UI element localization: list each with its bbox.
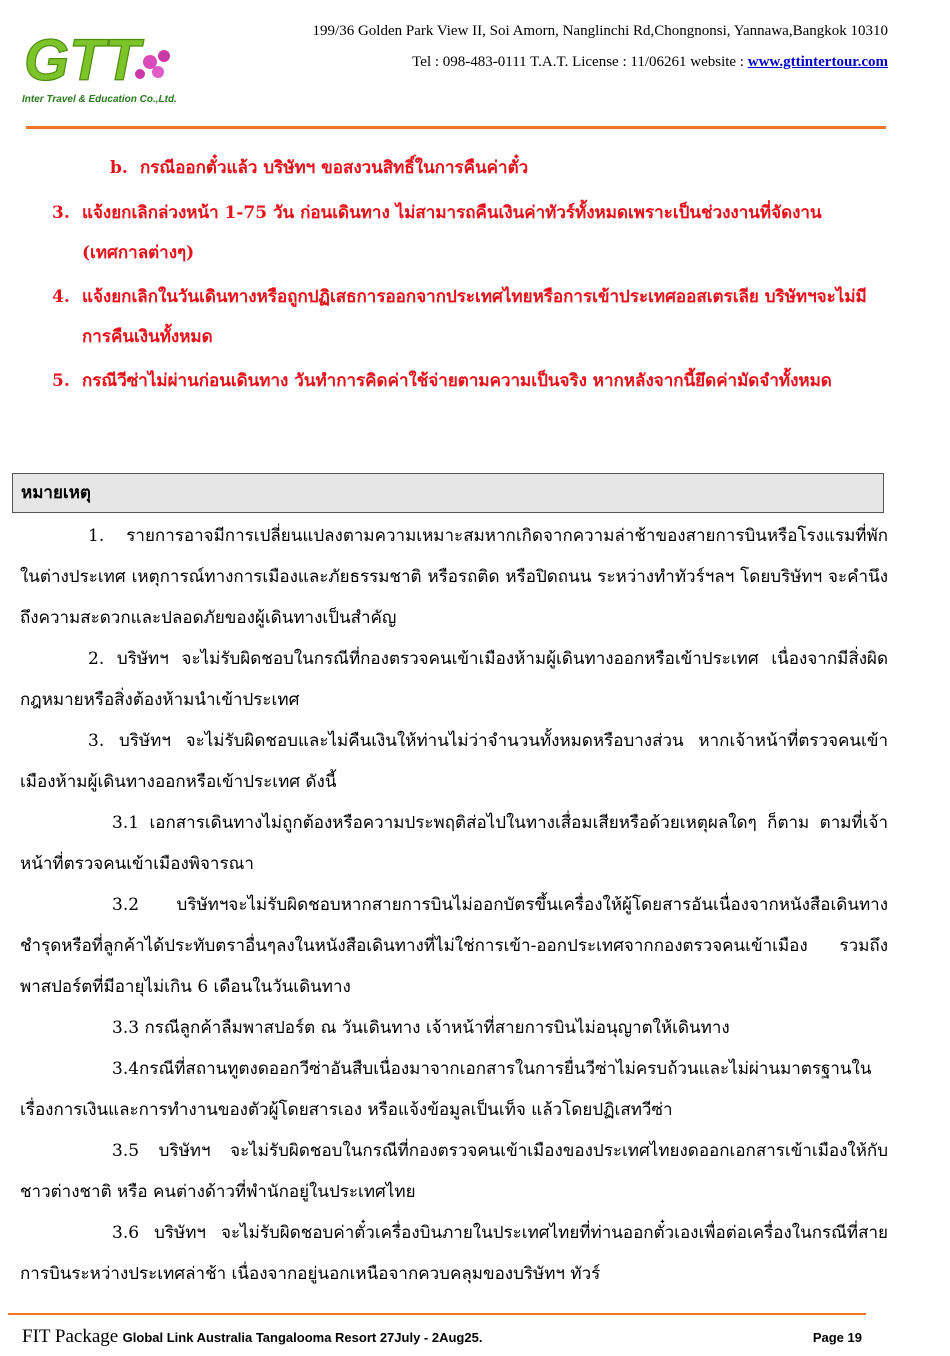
condition-number: b. <box>110 158 128 178</box>
remark-paragraph: 3. บริษัทฯ จะไม่รับผิดชอบและไม่คืนเงินให้ท่านไม่ว่าจำนวนทั้งหมดหรือบางส่วน หากเจ้าหน้าที่ตรวจคนเข้าเมืองห้ามผู้เดินทางออกหรือเข้าประเทศ ดังนี้ <box>20 731 888 792</box>
condition-number: 3. <box>52 203 70 223</box>
remark-paragraph: 3.5 บริษัทฯ จะไม่รับผิดชอบในกรณีที่กองตรวจคนเข้าเมืองของประเทศไทยงดออกเอกสารเข้าเมืองให้กับชาวต่างชาติ หรือ คนต่างด้าวที่พำนักอยู่ในประเทศไทย <box>20 1141 888 1202</box>
company-logo <box>18 14 178 114</box>
condition-number: 5. <box>52 371 70 391</box>
website-link[interactable]: www.gttintertour.com <box>747 54 888 70</box>
remark-paragraph: 3.4กรณีที่สถานทูตงดออกวีซ่าอันสืบเนื่องมาจากเอกสารในการยื่นวีซ่าไม่ครบถ้วนและไม่ผ่านมาตรฐานในเรื่องการเงินและการทำงานของตัวผู้โดยสารเอง หรือแจ้งข้อมูลเป็นเท็จ แล้วโดยปฏิเสทวีซ่า <box>20 1059 872 1120</box>
condition-text: กรณีวีซ่าไม่ผ่านก่อนเดินทาง วันทำการคิดค่าใช้จ่ายตามความเป็นจริง หากหลังจากนี้ยึดค่ามัดจำทั้งหมด <box>82 371 832 391</box>
footer-tour-title: Global Link Australia Tangalooma Resort 27July - 2Aug25. <box>122 1330 483 1345</box>
condition-3 <box>52 193 890 273</box>
remarks-body <box>20 516 888 1295</box>
company-contact <box>313 47 888 78</box>
condition-text: กรณีออกตั๋วแล้ว บริษัทฯ ขอสงวนสิทธิ์ในการคืนค่าตั๋ว <box>140 158 529 178</box>
company-address-block <box>313 16 888 78</box>
company-address: 199/36 Golden Park View II, Soi Amorn, Nanglinchi Rd,Chongnonsi, Yannawa,Bangkok 10310 <box>312 23 888 39</box>
remarks-heading: หมายเหตุ <box>12 473 884 513</box>
condition-5 <box>52 361 890 401</box>
logo-text: GTT <box>24 28 140 93</box>
remark-paragraph: 1. รายการอาจมีการเปลี่ยนแปลงตามความเหมาะสมหากเกิดจากความล่าช้าของสายการบินหรือโรงแรมที่พักในต่างประเทศ เหตุการณ์ทางการเมืองและภัยธรรมชาติ หรือรถติด หรือปิดถนน ระหว่างทำทัวร์ฯลฯ โดยบริษัทฯ จะคำนึงถึงความสะดวกและปลอดภัยของผู้เดินทางเป็นสำคัญ <box>20 526 888 628</box>
remark-paragraph: 3.6 บริษัทฯ จะไม่รับผิดชอบค่าตั๋วเครื่องบินภายในประเทศไทยที่ท่านออกตั๋วเองเพื่อต่อเครื่องในกรณีที่สายการบินระหว่างประเทศล่าช้า เนื่องจากอยู่นอกเหนือจากควบคลุมของบริษัทฯ ทัวร์ <box>20 1223 888 1284</box>
remark-paragraph: 3.1 เอกสารเดินทางไม่ถูกต้องหรือความประพฤติส่อไปในทางเสื่อมเสียหรือด้วยเหตุผลใดๆ ก็ตาม ตามที่เจ้าหน้าที่ตรวจคนเข้าเมืองพิจารณา <box>20 813 888 874</box>
remark-paragraph: 3.2 บริษัทฯจะไม่รับผิดชอบหากสายการบินไม่ออกบัตรขึ้นเครื่องให้ผู้โดยสารอันเนื่องจากหนังสือเดินทางชำรุดหรือที่ลูกค้าได้ประทับตราอื่นๆลงในหนังสือเดินทางที่ไม่ใช่การเข้า-ออกประเทศจากกองตรวจคนเข้าเมือง รวมถึงพาสปอร์ตที่มีอายุไม่เกิน 6 เดือนในวันเดินทาง <box>20 895 888 997</box>
remark-paragraph: 2. บริษัทฯ จะไม่รับผิดชอบในกรณีที่กองตรวจคนเข้าเมืองห้ามผู้เดินทางออกหรือเข้าประเทศ เนื่องจากมีสิ่งผิดกฎหมายหรือสิ่งต้องห้ามนำเข้าประเทศ <box>20 649 888 710</box>
logo-subtitle: Inter Travel & Education Co.,Ltd. <box>22 94 177 105</box>
contact-info: Tel : 098-483-0111 T.A.T. License : 11/06261 website : <box>412 54 748 70</box>
condition-text: แจ้งยกเลิกล่วงหน้า 1-75 วัน ก่อนเดินทาง ไม่สามารถคืนเงินค่าทัวร์ทั้งหมดเพราะเป็นช่วงงานที่จัดงาน (เทศกาลต่างๆ) <box>82 203 822 263</box>
footer-package-type: FIT Package <box>22 1326 119 1347</box>
remark-paragraph: 3.3 กรณีลูกค้าลืมพาสปอร์ต ณ วันเดินทาง เจ้าหน้าที่สายการบินไม่อนุญาตให้เดินทาง <box>112 1018 730 1038</box>
condition-text: แจ้งยกเลิกในวันเดินทางหรือถูกปฏิเสธการออกจากประเทศไทยหรือการเข้าประเทศออสเตรเลีย บริษัทฯจะไม่มีการคืนเงินทั้งหมด <box>82 287 867 347</box>
page-footer <box>22 1326 862 1352</box>
condition-number: 4. <box>52 287 70 307</box>
header-divider <box>26 126 886 129</box>
page-number: Page 19 <box>812 1330 862 1345</box>
condition-4 <box>52 277 890 357</box>
footer-divider <box>8 1313 866 1315</box>
flower-icon <box>135 50 170 79</box>
condition-b <box>110 148 710 188</box>
